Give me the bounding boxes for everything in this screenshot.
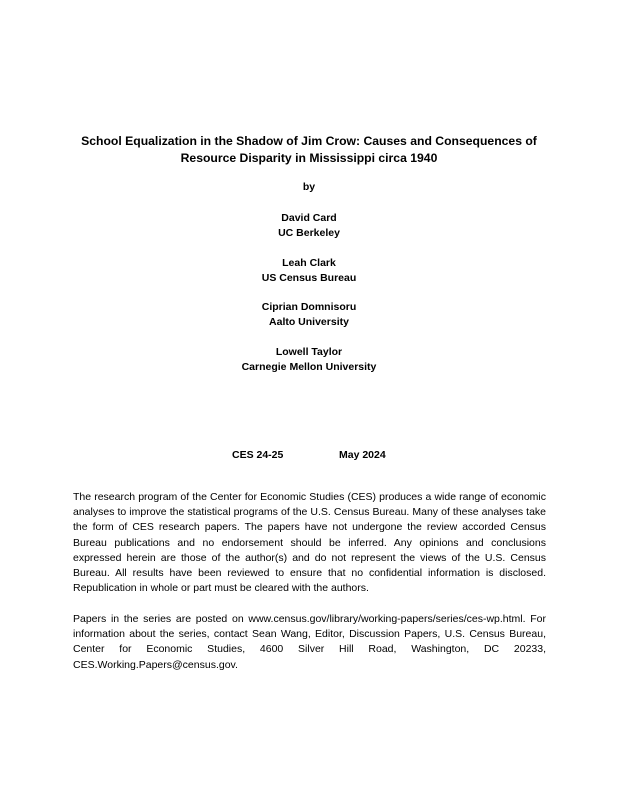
contact-paragraph: Papers in the series are posted on www.census.gov/library/working-papers/series/ces-wp.html. For information about the series, contact Sean Wang, Editor, Discussion Papers, U.S. Census Bureau, Center for Economic Studies, 4600 Silver Hill Road, Washington, DC 20233, CES.Working.Papers@census.gov. — [73, 613, 546, 671]
author-name: Leah Clark — [282, 257, 336, 269]
author-name: Lowell Taylor — [275, 346, 343, 358]
author-name: David Card — [281, 212, 337, 224]
author-name: Ciprian Domnisoru — [261, 301, 357, 313]
author-affiliation: Carnegie Mellon University — [241, 360, 377, 373]
author-block — [0, 211, 618, 240]
author-affiliation: US Census Bureau — [261, 271, 357, 284]
disclaimer-paragraph: The research program of the Center for Economic Studies (CES) produces a wide range of economic analyses to improve the statistical programs of the U.S. Census Bureau. Many of these analyses take the form of CES research papers. The papers have not undergone the review accorded Census Bureau publications and no endorsement should be inferred. Any opinions and conclusions expressed herein are those of the author(s) and do not represent the views of the U.S. Census Bureau. All results have been reviewed to ensure that no confidential information is disclosed. Republication in whole or part must be cleared with the authors. — [73, 491, 546, 595]
author-block — [0, 345, 618, 374]
author-affiliation: Aalto University — [269, 315, 349, 328]
series-number: CES 24-25 — [232, 449, 284, 461]
publication-date: May 2024 — [339, 449, 386, 461]
author-affiliation: UC Berkeley — [278, 226, 340, 239]
by-label: by — [302, 181, 316, 193]
paper-title: School Equalization in the Shadow of Jim Crow: Causes and Consequences of Resource Disparity in Mississippi circa 1940 — [81, 134, 537, 165]
author-block — [0, 300, 618, 329]
author-block — [0, 256, 618, 285]
